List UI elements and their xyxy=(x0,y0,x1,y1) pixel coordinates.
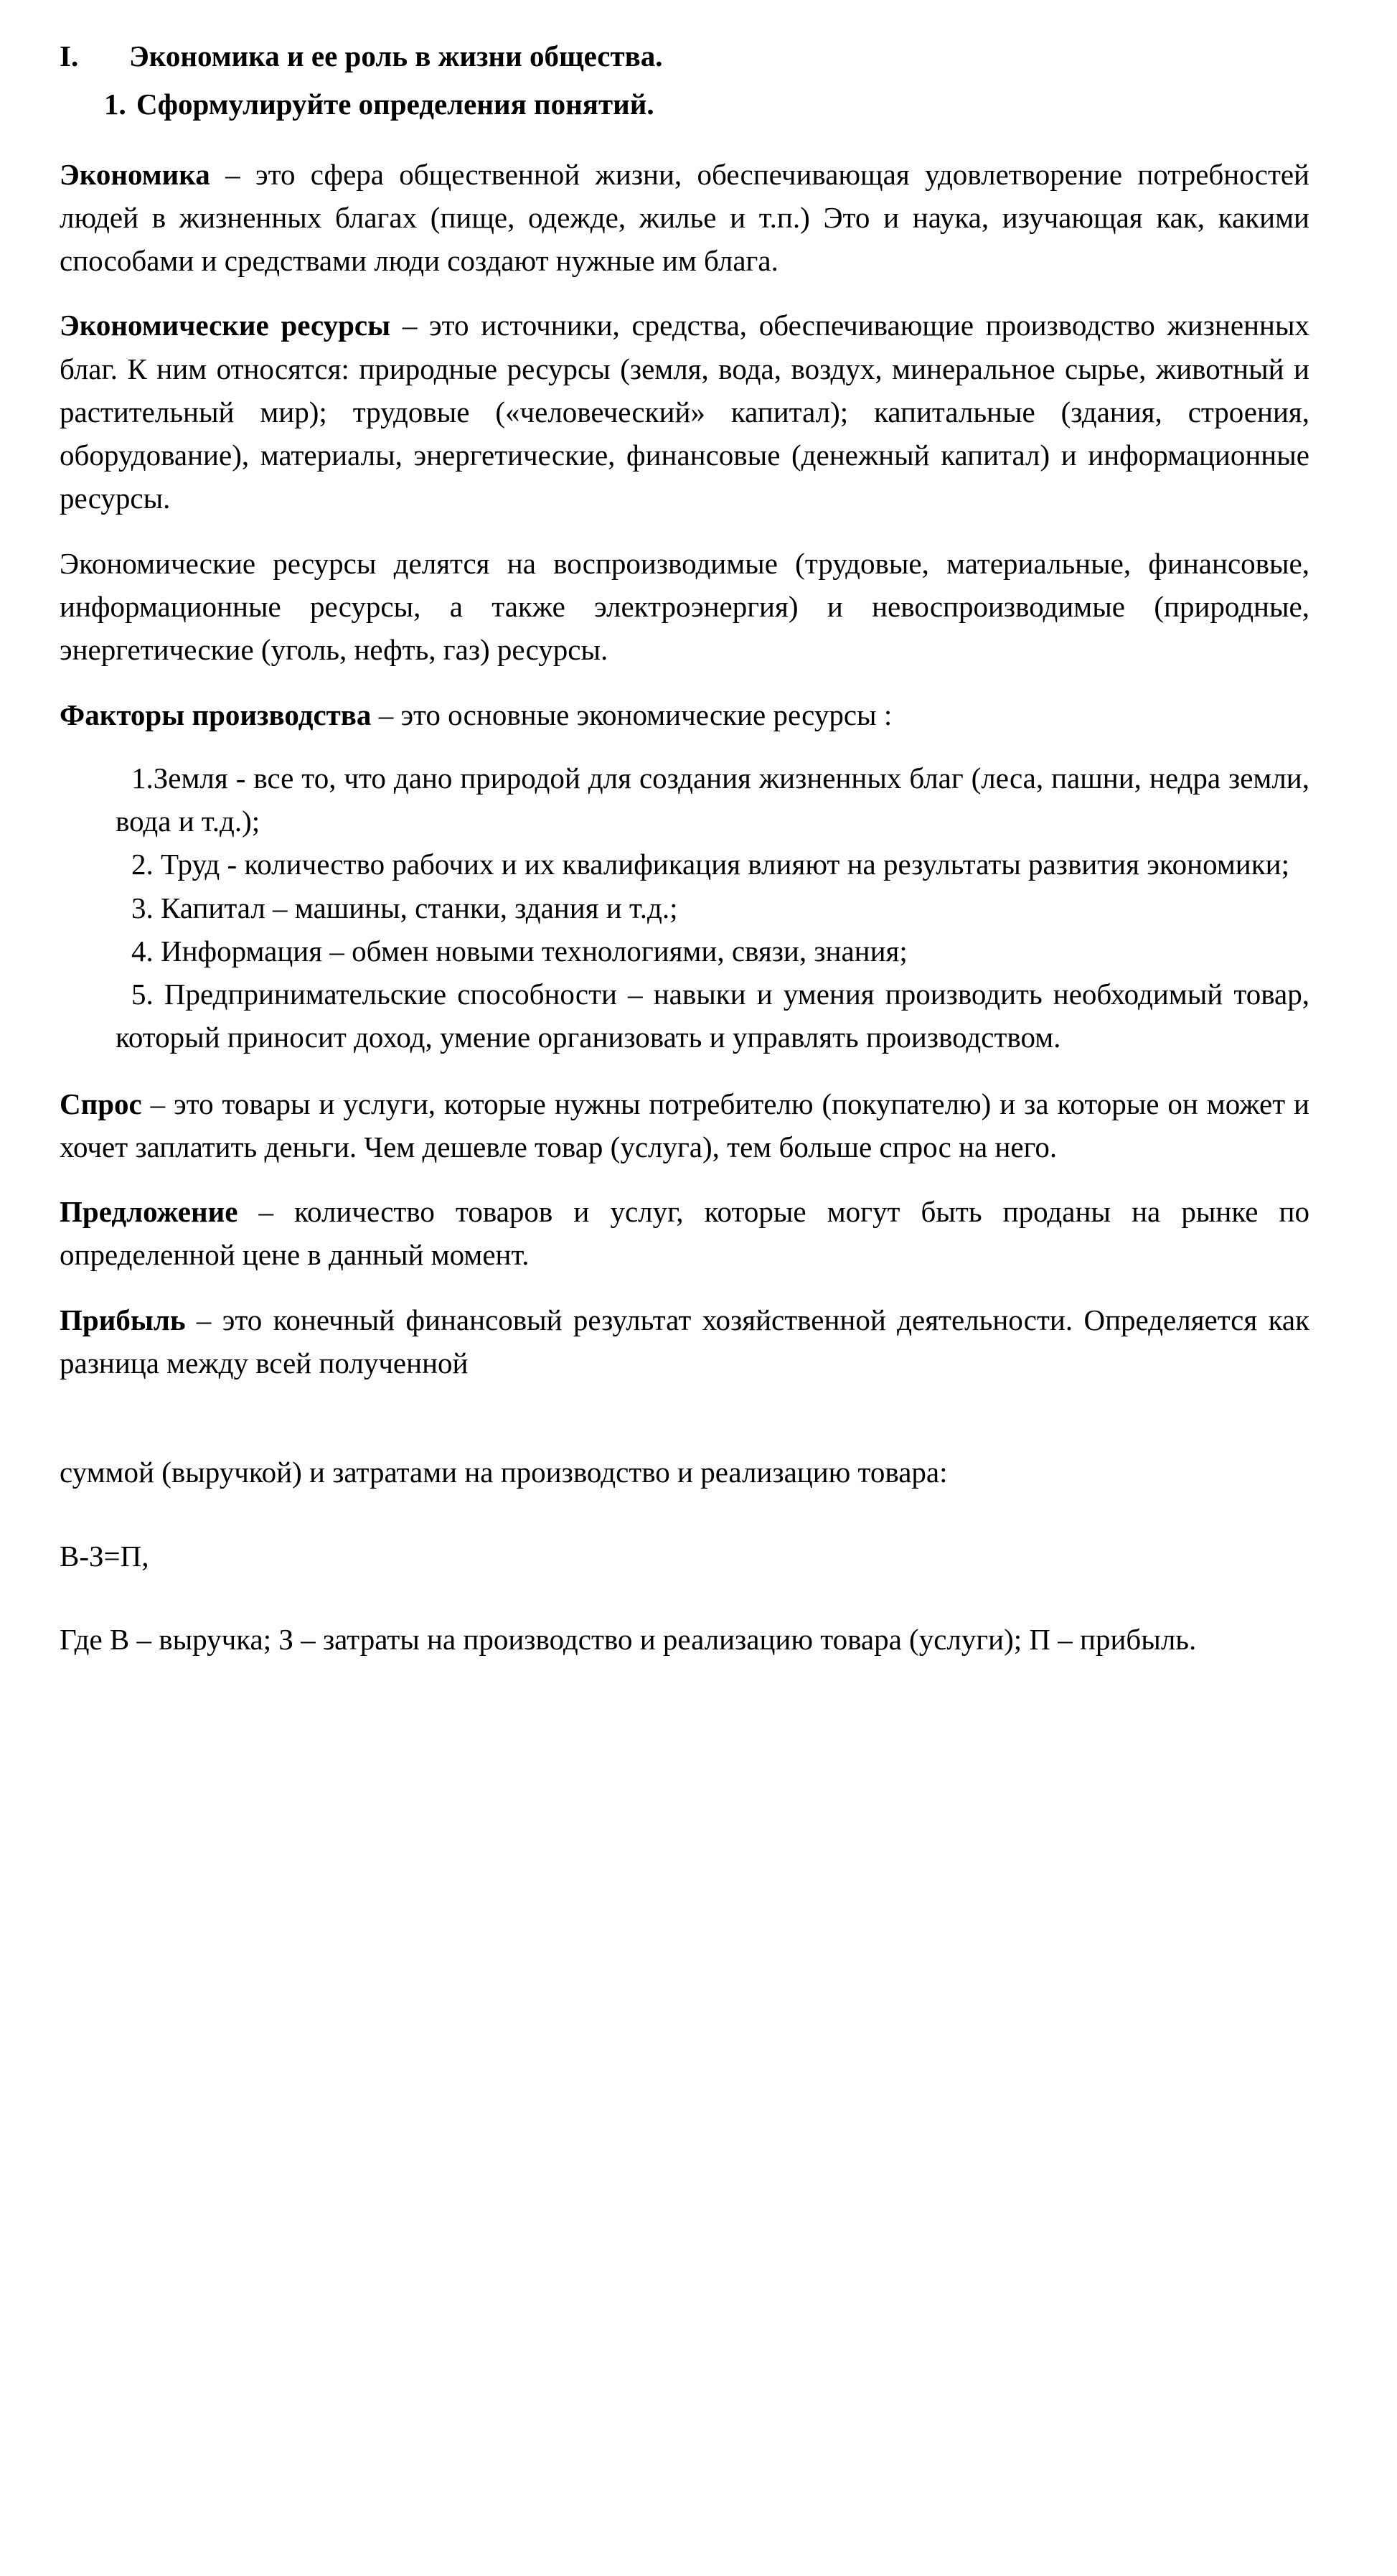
blank-line-before-formula xyxy=(60,1516,1309,1535)
definition-supply: – количество товаров и услуг, которые могут быть проданы на рынке по определенной цене в данный момент. xyxy=(60,1195,1309,1272)
definition-production-factors: – это основные экономические ресурсы : xyxy=(371,698,893,731)
paragraph-production-factors xyxy=(60,693,1309,736)
list-item: 4. Информация – обмен новыми технологиями, связи, знания; xyxy=(131,934,908,968)
definition-economic-resources: – это источники, средства, обеспечивающие производство жизненных благ. К ним относятся: природные ресурсы (земля, вода, воздух, минеральное сырье, животный и растительный мир); трудовые («человеческий» капитал); капитальные (здания, строения, оборудование), материалы, энергетические, финансовые (денежный капитал) и информационные ресурсы. xyxy=(60,309,1309,515)
profit-formula-legend: Где В – выручка; З – затраты на производство и реализацию товара (услуги); П – прибыль. xyxy=(60,1622,1197,1656)
paragraph-economy xyxy=(60,153,1309,283)
list-item: 5. Предпринимательские способности – навыки и умения производить необходимый товар, который приносит доход, умение организовать и управлять производством. xyxy=(116,978,1309,1054)
production-factors-list xyxy=(60,757,1309,1059)
profit-formula: В-З=П, xyxy=(60,1539,149,1573)
section-sub-title: Сформулируйте определения понятий. xyxy=(136,88,654,121)
term-profit: Прибыль xyxy=(60,1303,186,1336)
paragraph-resources-division xyxy=(60,542,1309,672)
paragraph-economic-resources xyxy=(60,304,1309,520)
text-resources-division: Экономические ресурсы делятся на воспроизводимые (трудовые, материальные, финансовые, информационные ресурсы, а также электроэнергия) и невоспроизводимые (природные, энергетические (уголь, нефть, газ) ресурсы. xyxy=(60,546,1309,667)
term-supply: Предложение xyxy=(60,1195,238,1229)
term-demand: Спрос xyxy=(60,1087,142,1120)
paragraph-profit-continuation xyxy=(60,1451,1309,1494)
blank-line-after-formula xyxy=(60,1599,1309,1618)
section-roman-title: Экономика и ее роль в жизни общества. xyxy=(129,39,663,72)
list-item: 3. Капитал – машины, станки, здания и т.д.; xyxy=(131,891,678,924)
definition-demand: – это товары и услуги, которые нужны потребителю (покупателю) и за которые он может и хочет заплатить деньги. Чем дешевле товар (услуга), тем больше спрос на него. xyxy=(60,1087,1309,1163)
list-item: 2. Труд - количество рабочих и их квалификация влияют на результаты развития экономики; xyxy=(131,848,1289,881)
section-sub-numeral: 1. xyxy=(104,88,126,121)
blank-line-separator xyxy=(60,1406,1309,1451)
text-profit-continuation: суммой (выручкой) и затратами на производство и реализацию товара: xyxy=(60,1456,948,1489)
paragraph-demand xyxy=(60,1082,1309,1169)
definition-profit: – это конечный финансовый результат хозяйственной деятельности. Определяется как разница между всей полученной xyxy=(60,1303,1309,1380)
section-heading-sub xyxy=(60,85,1309,123)
term-economy: Экономика xyxy=(60,157,210,191)
definition-economy: – это сфера общественной жизни, обеспечивающая удовлетворение потребностей людей в жизненных благах (пище, одежде, жилье и т.п.) Это и наука, изучающая как, какими способами и средствами люди создают нужные им блага. xyxy=(60,157,1309,278)
list-item: 1.Земля - все то, что дано природой для создания жизненных благ (леса, пашни, недра земли, вода и т.д.); xyxy=(116,761,1309,838)
term-economic-resources: Экономические ресурсы xyxy=(60,309,391,342)
paragraph-supply xyxy=(60,1190,1309,1277)
section-roman-numeral: I. xyxy=(60,39,79,72)
paragraph-profit xyxy=(60,1298,1309,1385)
section-heading-roman xyxy=(60,37,1309,75)
term-production-factors: Факторы производства xyxy=(60,698,372,731)
